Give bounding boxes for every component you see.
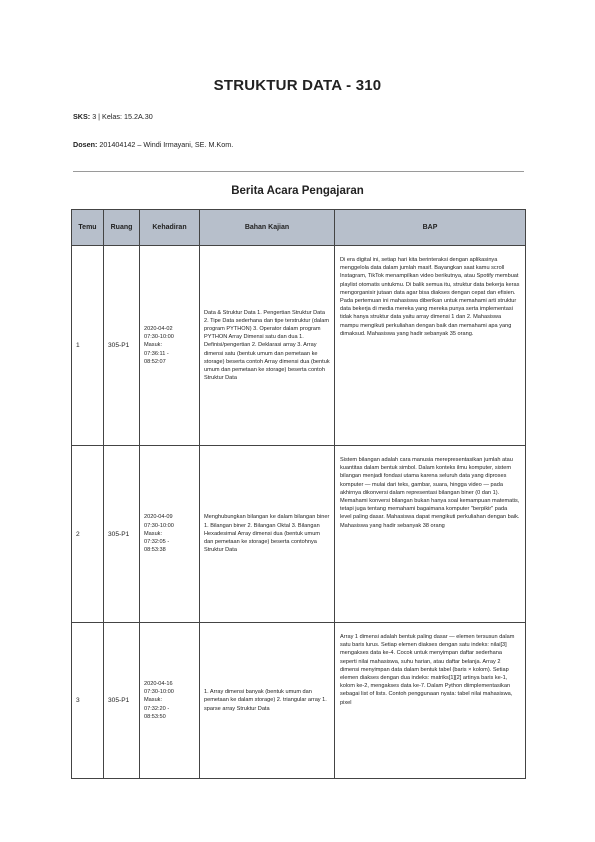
bap-cell — [335, 246, 526, 446]
kehadiran-cell — [140, 446, 200, 623]
bahan-kajian-text: Menghubungkan bilangan ke dalam bilangan biner 1. Bilangan biner 2. Bilangan Oktal 3. Bilangan Hexadesimal Array dimensi dua (bentuk umum dan pemetaan ke storage) beserta contohnya Struktur Data — [204, 514, 330, 554]
kehadiran-cell — [140, 623, 200, 779]
kehadiran-out: 08:52:07 — [144, 358, 166, 365]
kehadiran-out: 08:53:38 — [144, 547, 166, 554]
bap-cell — [335, 446, 526, 623]
bap-cell — [335, 623, 526, 779]
page-title: STRUKTUR DATA - 310 — [213, 77, 382, 94]
ruang-cell: 305-P1 — [104, 446, 140, 623]
bap-text: Sistem bilangan adalah cara manusia merepresentasikan jumlah atau kuantitas dalam bentuk simbol. Dalam konteks ilmu komputer, sistem bilangan menjadi fondasi utama karena seluruh data yang diproses komputer — mulai dari teks, gambar, suara, hingga video — pada akhirnya dikonversi dalam representasi bilangan biner (0 dan 1). Memahami konversi bilangan bukan hanya soal kemampuan matematis, tetapi juga tentang memahami bagaimana komputer "berpikir" pada level paling dasar. Mahasiswa dapat mengikuti perkuliahan dengan baik. Mahasiswa yang hadir sebanyak 38 orang — [340, 457, 520, 529]
kehadiran-masuk-label: Masuk: — [144, 342, 163, 349]
kehadiran-time: 07:30-10:00 — [144, 334, 174, 341]
kehadiran-cell — [140, 246, 200, 446]
table-row — [72, 246, 526, 446]
sks-value: 3 | Kelas: 15.2A.30 — [92, 112, 153, 121]
ruang-cell: 305-P1 — [104, 246, 140, 446]
table-row — [72, 446, 526, 623]
header-bahan-kajian: Bahan Kajian — [200, 210, 335, 246]
ruang-cell: 305-P1 — [104, 623, 140, 779]
dosen-value: 201404142 – Windi Irmayani, SE. M.Kom. — [99, 140, 234, 149]
kehadiran-time: 07:30-10:00 — [144, 522, 174, 529]
bap-table — [71, 209, 526, 779]
section-title: Berita Acara Pengajaran — [231, 185, 364, 197]
header-ruang: Ruang — [104, 210, 140, 246]
bap-text: Di era digital ini, setiap hari kita berinteraksi dengan aplikasinya menggelola data dalam jumlah masif. Bayangkan saat kamu scroll Instagram, TikTok menampilkan video berikutnya, atau Spotify membuat playlist otomatis untukmu. Di balik semua itu, struktur data bekerja keras mengorganisir jutaan data agar bisa diakses dengan cepat dan efisien. Pada pertemuan ini mahasiswa diberikan untuk memahami arti struktur data bekerja di media mereka yang mereka punya serta implementasi tidak hanya struktur data yaitu array dimensi 1 dan 2. Mahasiswa mampu mengikuti perkuliahan dengan baik dan memahami apa yang dimaksud. Mahasiswa yang hadir sebanyak 35 orang. — [340, 257, 520, 337]
bahan-kajian-cell — [200, 623, 335, 779]
kehadiran-date: 2020-04-16 — [144, 680, 173, 687]
kehadiran-in: 07:36:11 - — [144, 350, 169, 357]
kehadiran-masuk-label: Masuk: — [144, 697, 163, 704]
kehadiran-time: 07:30-10:00 — [144, 689, 174, 696]
kehadiran-in: 07:32:20 - — [144, 705, 170, 712]
temu-cell: 3 — [72, 623, 104, 779]
kehadiran-masuk-label: Masuk: — [144, 530, 163, 537]
header-bap: BAP — [335, 210, 526, 246]
header-kehadiran: Kehadiran — [140, 210, 200, 246]
bahan-kajian-text: Data & Struktur Data 1. Pengertian Struktur Data 2. Tipe Data sederhana dan tipe terstruktur (dalam program PYTHON) 3. Operator dalam program PYTHON Array Dimensi satu dan dua 1. Definisi/pengertian 2. Deklarasi array 3. Array dimensi satu (bentuk umum dan pemetaan ke storage) beserta contoh Array dimensi dua (bentuk umum dan pemetaan ke storage) beserta contoh Struktur Data — [204, 309, 330, 382]
bap-text: Array 1 dimensi adalah bentuk paling dasar — elemen tersusun dalam satu baris lurus. Setiap elemen diakses dengan satu indeks: nilai[3] mengakses data ke-4. Cocok untuk menyimpan daftar sederhana seperti nilai mahasiswa, suhu harian, atau daftar belanja. Array 2 dimensi menyimpan data dalam bentuk tabel (baris × kolom). Setiap elemen diakses dengan dua indeks: matriks[1][2] artinya baris ke-1, kolom ke-2, mengakses data ke-7. Dalam Python diimplementasikan sebagai list of lists. Contoh penggunaan nyata: tabel nilai mahasiswa, pixel — [340, 634, 515, 706]
sks-label: SKS: — [73, 112, 91, 121]
kehadiran-date: 2020-04-09 — [144, 514, 173, 521]
divider — [73, 171, 524, 172]
table-row — [72, 623, 526, 779]
kehadiran-out: 08:53:50 — [144, 713, 166, 720]
temu-cell: 2 — [72, 446, 104, 623]
kehadiran-in: 07:32:05 - — [144, 539, 170, 546]
temu-cell: 1 — [72, 246, 104, 446]
header-temu: Temu — [72, 210, 104, 246]
sks-line — [73, 112, 153, 121]
dosen-label: Dosen: — [73, 140, 98, 149]
bahan-kajian-cell — [200, 246, 335, 446]
table-header-row — [72, 210, 526, 246]
kehadiran-date: 2020-04-02 — [144, 325, 173, 332]
bahan-kajian-cell — [200, 446, 335, 623]
bahan-kajian-text: 1. Array dimensi banyak (bentuk umum dan pemetaan ke dalam storage) 2. triangular array 1. sparse array Struktur Data — [204, 689, 327, 712]
dosen-line — [73, 140, 233, 149]
